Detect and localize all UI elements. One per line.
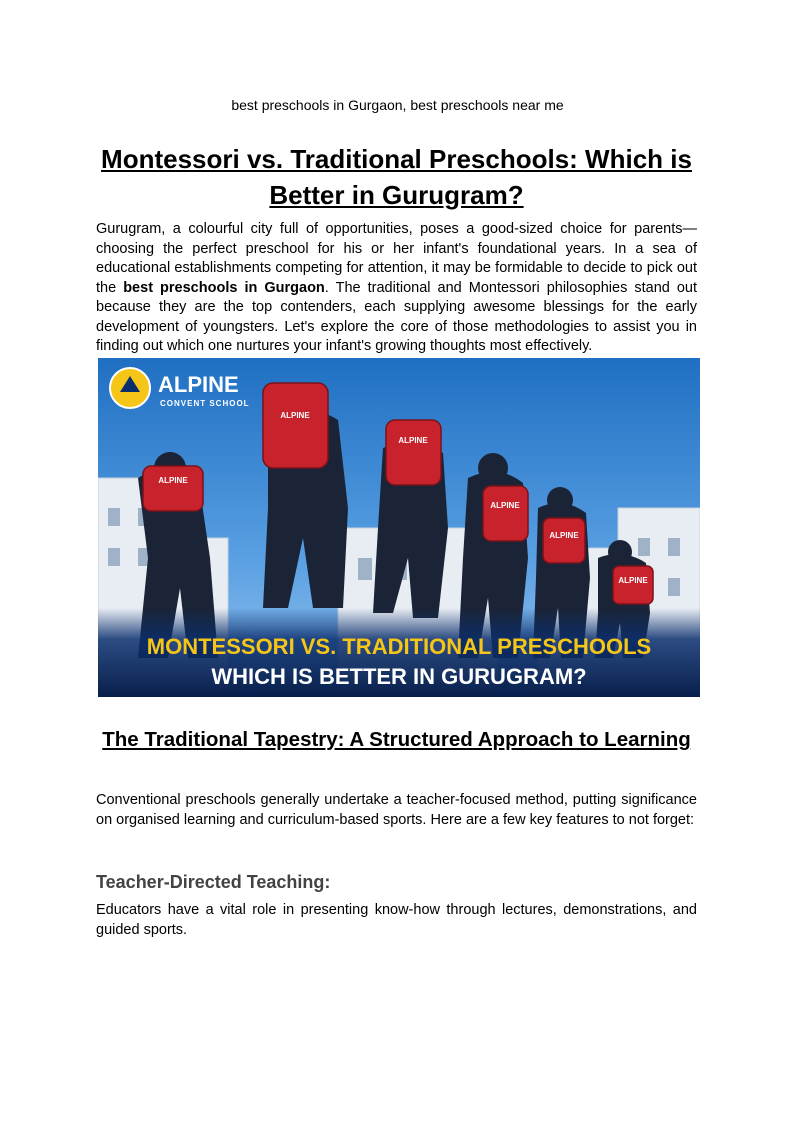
bag-label: ALPINE bbox=[398, 436, 428, 445]
bag-label: ALPINE bbox=[158, 476, 188, 485]
school-logo bbox=[110, 368, 250, 408]
page-title: Montessori vs. Traditional Preschools: Which is Better in Gurugram? bbox=[101, 144, 692, 210]
caption-line-2: WHICH IS BETTER IN GURUGRAM? bbox=[211, 664, 587, 689]
logo-name: ALPINE bbox=[158, 372, 239, 397]
hero-image bbox=[98, 358, 700, 697]
intro-text-start: Gurugram, a colourful city full of opportunities, poses a good-sized choice for parents—choosing the perfect preschool for his or her infant's foundational years. In a sea of educational establishments competing for attention, it may be formidable to decide to pick out the bbox=[96, 221, 697, 296]
intro-text-end: . The traditional and Montessori philosophies stand out because they are the top contenders, each supplying awesome blessings for the early development of youngsters. Let's explore the core of those methodologies to assist you in finding out which one nurtures your infant's growing thoughts most effectively. bbox=[96, 279, 698, 354]
section-heading: The Traditional Tapestry: A Structured Approach to Learning bbox=[102, 728, 691, 751]
caption-line-1: MONTESSORI VS. TRADITIONAL PRESCHOOLS bbox=[146, 634, 652, 659]
intro-paragraph bbox=[96, 220, 697, 357]
bag-label: ALPINE bbox=[280, 411, 310, 420]
logo-subtitle: CONVENT SCHOOL bbox=[160, 399, 250, 408]
subsection-heading: Teacher-Directed Teaching: bbox=[96, 872, 331, 892]
intro-keyword-bold: best preschools in Gurgaon bbox=[123, 279, 325, 296]
bag-label: ALPINE bbox=[618, 576, 648, 585]
subsection-paragraph: Educators have a vital role in presenting know-how through lectures, demonstrations, and guided sports. bbox=[96, 902, 697, 938]
bag-label: ALPINE bbox=[490, 501, 520, 510]
section-paragraph: Conventional preschools generally undertake a teacher-focused method, putting significance on organised learning and curriculum-based sports. Here are a few key features to not forget: bbox=[96, 792, 697, 828]
bag-label: ALPINE bbox=[549, 531, 579, 540]
header-keywords: best preschools in Gurgaon, best preschools near me bbox=[231, 97, 564, 113]
